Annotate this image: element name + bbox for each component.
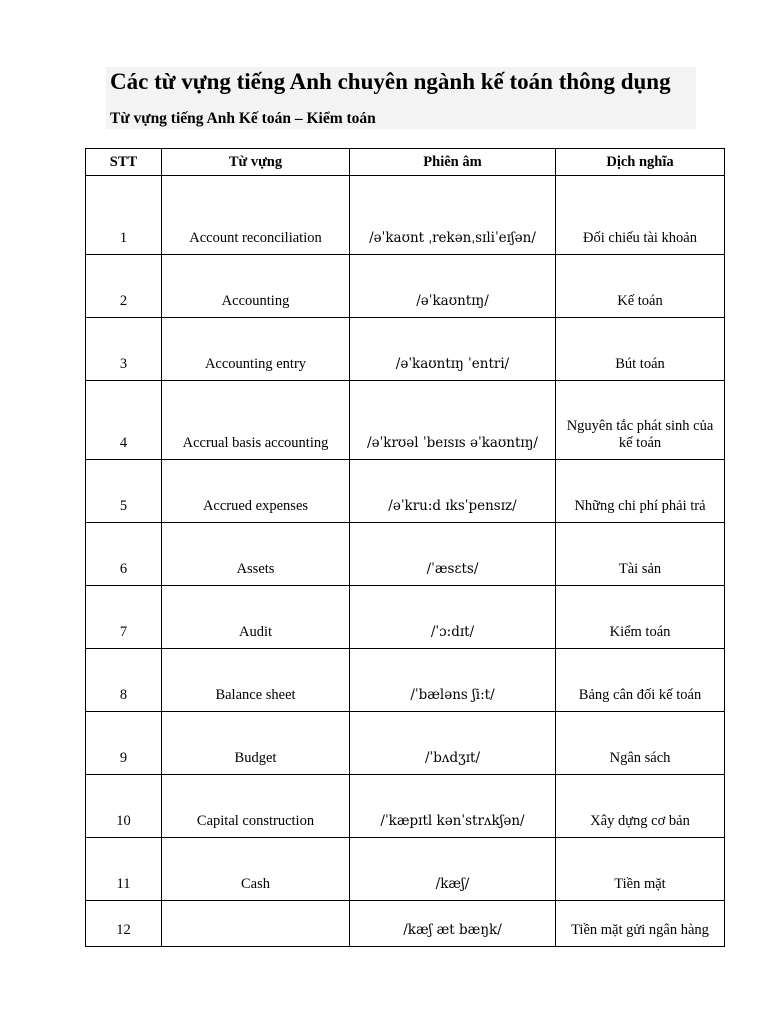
cell-ipa: /əˈkaʊntɪŋ/ <box>350 255 556 318</box>
cell-meaning: Nguyên tắc phát sinh của kế toán <box>556 381 725 460</box>
cell-stt: 4 <box>86 381 162 460</box>
cell-meaning: Ngân sách <box>556 712 725 775</box>
table-header-row <box>86 149 725 176</box>
cell-ipa: /əˈkaʊntɪŋ ˈentri/ <box>350 318 556 381</box>
cell-stt: 2 <box>86 255 162 318</box>
column-header-word: Từ vựng <box>162 149 350 176</box>
table-row <box>86 381 725 460</box>
table-row <box>86 649 725 712</box>
section-subtitle: Từ vựng tiếng Anh Kế toán – Kiểm toán <box>110 110 376 127</box>
cell-stt: 9 <box>86 712 162 775</box>
page-title: Các từ vựng tiếng Anh chuyên ngành kế toán thông dụng <box>110 69 671 94</box>
table-row <box>86 586 725 649</box>
cell-stt: 7 <box>86 586 162 649</box>
cell-ipa: /kæʃ æt bæŋk/ <box>350 901 556 947</box>
cell-word: Cash <box>162 838 350 901</box>
cell-ipa: /əˈkrʊəl ˈbeɪsɪs əˈkaʊntɪŋ/ <box>350 381 556 460</box>
cell-word: Accounting entry <box>162 318 350 381</box>
cell-ipa: /ˈɔ:dɪt/ <box>350 586 556 649</box>
header-block <box>106 67 696 129</box>
cell-stt: 6 <box>86 523 162 586</box>
table-row <box>86 775 725 838</box>
cell-meaning: Tài sản <box>556 523 725 586</box>
cell-stt: 12 <box>86 901 162 947</box>
cell-stt: 3 <box>86 318 162 381</box>
cell-stt: 10 <box>86 775 162 838</box>
cell-meaning: Bảng cân đối kế toán <box>556 649 725 712</box>
table-row <box>86 901 725 947</box>
cell-stt: 8 <box>86 649 162 712</box>
cell-word <box>162 901 350 947</box>
cell-meaning: Kế toán <box>556 255 725 318</box>
cell-meaning: Tiền mặt gửi ngân hàng <box>556 901 725 947</box>
column-header-meaning: Dịch nghĩa <box>556 149 725 176</box>
table-row <box>86 838 725 901</box>
table-row <box>86 255 725 318</box>
cell-word: Balance sheet <box>162 649 350 712</box>
cell-meaning: Tiền mặt <box>556 838 725 901</box>
cell-stt: 1 <box>86 176 162 255</box>
table-row <box>86 318 725 381</box>
cell-word: Accrued expenses <box>162 460 350 523</box>
table-row <box>86 523 725 586</box>
cell-ipa: /ˈæsɛts/ <box>350 523 556 586</box>
cell-meaning: Xây dựng cơ bản <box>556 775 725 838</box>
table-row <box>86 460 725 523</box>
table-row <box>86 176 725 255</box>
cell-ipa: /ˈbæləns ʃi:t/ <box>350 649 556 712</box>
cell-word: Budget <box>162 712 350 775</box>
cell-word: Audit <box>162 586 350 649</box>
column-header-ipa: Phiên âm <box>350 149 556 176</box>
cell-meaning: Kiểm toán <box>556 586 725 649</box>
vocabulary-table <box>85 148 725 947</box>
cell-word: Capital construction <box>162 775 350 838</box>
cell-ipa: /ˈkæpɪtl kənˈstrʌkʃən/ <box>350 775 556 838</box>
cell-ipa: /ˈbʌdʒɪt/ <box>350 712 556 775</box>
cell-word: Accrual basis accounting <box>162 381 350 460</box>
cell-meaning: Bút toán <box>556 318 725 381</box>
cell-meaning: Những chi phí phải trả <box>556 460 725 523</box>
cell-stt: 11 <box>86 838 162 901</box>
cell-word: Accounting <box>162 255 350 318</box>
column-header-stt: STT <box>86 149 162 176</box>
cell-word: Account reconciliation <box>162 176 350 255</box>
cell-ipa: /əˈkru:d ɪksˈpensɪz/ <box>350 460 556 523</box>
cell-word: Assets <box>162 523 350 586</box>
cell-meaning: Đối chiếu tài khoản <box>556 176 725 255</box>
table-row <box>86 712 725 775</box>
cell-ipa: /kæʃ/ <box>350 838 556 901</box>
cell-ipa: /əˈkaʊnt ˌrekənˌsɪliˈeɪʃən/ <box>350 176 556 255</box>
cell-stt: 5 <box>86 460 162 523</box>
